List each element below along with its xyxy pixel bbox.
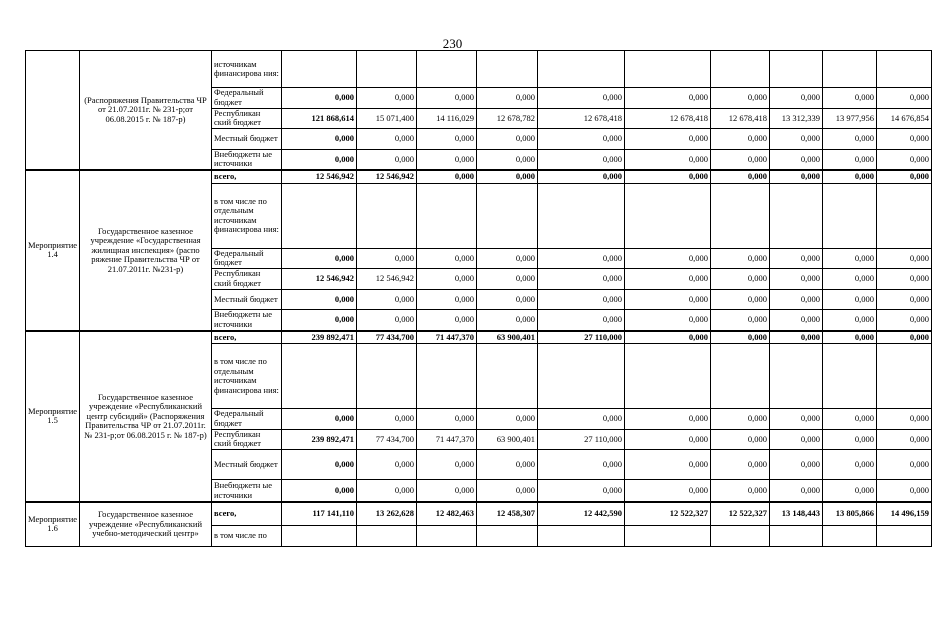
value-cell (711, 51, 770, 88)
value-cell: 0,000 (877, 269, 932, 290)
value-cell: 0,000 (625, 269, 711, 290)
value-cell (625, 526, 711, 547)
value-cell (538, 344, 625, 409)
value-cell: 0,000 (770, 88, 823, 109)
value-cell: 13 312,339 (770, 108, 823, 129)
value-cell: 0,000 (770, 310, 823, 331)
value-cell (477, 526, 538, 547)
value-cell: 0,000 (711, 429, 770, 450)
value-cell: 0,000 (477, 310, 538, 331)
value-cell (711, 183, 770, 248)
value-cell: 0,000 (823, 429, 877, 450)
value-cell (538, 526, 625, 547)
value-cell: 0,000 (417, 450, 477, 480)
value-cell: 0,000 (877, 248, 932, 269)
value-cell: 0,000 (417, 289, 477, 310)
value-cell (877, 51, 932, 88)
value-cell: 0,000 (477, 450, 538, 480)
value-cell: 0,000 (625, 129, 711, 150)
value-cell: 0,000 (357, 450, 417, 480)
value-cell: 0,000 (357, 289, 417, 310)
value-cell: 12 546,942 (282, 170, 357, 183)
source-cell: всего, (212, 170, 282, 183)
value-cell: 0,000 (625, 88, 711, 109)
value-cell: 27 110,000 (538, 429, 625, 450)
value-cell: 0,000 (625, 248, 711, 269)
value-cell (477, 51, 538, 88)
value-cell: 0,000 (477, 170, 538, 183)
source-cell: Республикан ский бюджет (212, 108, 282, 129)
source-cell: источникам финансирова ния: (212, 51, 282, 88)
value-cell (877, 526, 932, 547)
value-cell: 0,000 (711, 289, 770, 310)
value-cell: 0,000 (770, 409, 823, 430)
value-cell: 12 546,942 (357, 269, 417, 290)
value-cell: 0,000 (877, 289, 932, 310)
value-cell: 0,000 (625, 480, 711, 503)
value-cell (357, 526, 417, 547)
value-cell: 0,000 (357, 149, 417, 170)
responsible-cell: Государственное казенное учреждение «Республиканский учебно-методический центр» (80, 502, 212, 546)
source-cell: Местный бюджет (212, 129, 282, 150)
value-cell (625, 344, 711, 409)
value-cell: 0,000 (711, 269, 770, 290)
value-cell: 0,000 (282, 129, 357, 150)
source-cell: Местный бюджет (212, 289, 282, 310)
value-cell: 0,000 (711, 310, 770, 331)
responsible-cell: Государственное казенное учреждение «Республиканский центр субсидий» (Распоряжения Правительства ЧР от 21.07.2011г. № 231-р;от 06.08.2015 г. № 187-р) (80, 331, 212, 503)
value-cell (770, 183, 823, 248)
page-number: 230 (442, 36, 463, 51)
value-cell: 0,000 (625, 149, 711, 170)
value-cell: 0,000 (282, 409, 357, 430)
value-cell: 0,000 (538, 170, 625, 183)
value-cell: 0,000 (625, 310, 711, 331)
value-cell: 0,000 (357, 129, 417, 150)
source-cell: всего, (212, 331, 282, 344)
value-cell (538, 183, 625, 248)
table-row (26, 502, 932, 526)
value-cell: 0,000 (877, 429, 932, 450)
value-cell: 0,000 (417, 170, 477, 183)
value-cell (625, 51, 711, 88)
value-cell: 12 678,418 (538, 108, 625, 129)
source-cell: Республикан ский бюджет (212, 429, 282, 450)
value-cell: 0,000 (538, 88, 625, 109)
value-cell: 0,000 (711, 149, 770, 170)
value-cell: 0,000 (770, 429, 823, 450)
value-cell: 0,000 (770, 269, 823, 290)
value-cell: 0,000 (711, 248, 770, 269)
value-cell: 0,000 (770, 331, 823, 344)
value-cell: 12 522,327 (625, 502, 711, 526)
value-cell: 12 678,418 (711, 108, 770, 129)
value-cell: 0,000 (538, 149, 625, 170)
value-cell: 0,000 (357, 480, 417, 503)
value-cell: 0,000 (625, 170, 711, 183)
value-cell (770, 51, 823, 88)
value-cell: 77 434,700 (357, 331, 417, 344)
value-cell: 12 522,327 (711, 502, 770, 526)
source-cell: Федеральный бюджет (212, 409, 282, 430)
value-cell: 77 434,700 (357, 429, 417, 450)
value-cell: 27 110,000 (538, 331, 625, 344)
value-cell: 239 892,471 (282, 429, 357, 450)
value-cell: 0,000 (538, 450, 625, 480)
value-cell: 0,000 (477, 289, 538, 310)
value-cell: 0,000 (477, 248, 538, 269)
value-cell (357, 51, 417, 88)
value-cell: 12 482,463 (417, 502, 477, 526)
value-cell (417, 183, 477, 248)
value-cell: 0,000 (417, 149, 477, 170)
value-cell: 0,000 (417, 248, 477, 269)
value-cell: 12 458,307 (477, 502, 538, 526)
value-cell: 0,000 (711, 88, 770, 109)
source-cell: в том числе по отдельным источникам финансирова ния: (212, 183, 282, 248)
value-cell: 0,000 (823, 269, 877, 290)
value-cell: 14 496,159 (877, 502, 932, 526)
value-cell: 0,000 (538, 409, 625, 430)
value-cell: 0,000 (770, 248, 823, 269)
value-cell: 0,000 (417, 269, 477, 290)
value-cell (417, 344, 477, 409)
value-cell: 0,000 (770, 480, 823, 503)
value-cell: 71 447,370 (417, 429, 477, 450)
value-cell: 0,000 (477, 409, 538, 430)
value-cell: 0,000 (770, 170, 823, 183)
value-cell: 0,000 (477, 149, 538, 170)
value-cell (711, 526, 770, 547)
value-cell: 0,000 (282, 480, 357, 503)
value-cell: 13 805,866 (823, 502, 877, 526)
value-cell: 0,000 (282, 450, 357, 480)
value-cell: 0,000 (877, 409, 932, 430)
value-cell (357, 183, 417, 248)
value-cell: 0,000 (625, 289, 711, 310)
value-cell: 12 678,782 (477, 108, 538, 129)
value-cell (282, 183, 357, 248)
value-cell (282, 344, 357, 409)
value-cell: 0,000 (823, 149, 877, 170)
value-cell: 0,000 (625, 331, 711, 344)
value-cell (417, 51, 477, 88)
value-cell (823, 51, 877, 88)
value-cell: 0,000 (877, 170, 932, 183)
source-cell: в том числе по отдельным источникам финансирова ния: (212, 344, 282, 409)
value-cell: 0,000 (538, 310, 625, 331)
value-cell (625, 183, 711, 248)
value-cell: 13 262,628 (357, 502, 417, 526)
value-cell: 0,000 (823, 129, 877, 150)
value-cell: 0,000 (770, 129, 823, 150)
value-cell: 0,000 (538, 480, 625, 503)
value-cell: 0,000 (477, 88, 538, 109)
value-cell (770, 526, 823, 547)
value-cell: 0,000 (625, 429, 711, 450)
source-cell: Федеральный бюджет (212, 248, 282, 269)
value-cell: 117 141,110 (282, 502, 357, 526)
value-cell: 12 678,418 (625, 108, 711, 129)
value-cell: 0,000 (357, 88, 417, 109)
event-cell (26, 51, 80, 171)
source-cell: Внебюджетн ые источники (212, 480, 282, 503)
value-cell: 121 868,614 (282, 108, 357, 129)
value-cell: 63 900,401 (477, 331, 538, 344)
value-cell (282, 51, 357, 88)
table-row (26, 51, 932, 88)
value-cell: 0,000 (823, 331, 877, 344)
value-cell (538, 51, 625, 88)
value-cell: 0,000 (538, 269, 625, 290)
value-cell: 12 546,942 (357, 170, 417, 183)
value-cell: 239 892,471 (282, 331, 357, 344)
value-cell (711, 344, 770, 409)
value-cell (877, 344, 932, 409)
table-row (26, 170, 932, 183)
value-cell: 12 546,942 (282, 269, 357, 290)
source-cell: Местный бюджет (212, 450, 282, 480)
value-cell: 0,000 (711, 480, 770, 503)
value-cell (823, 526, 877, 547)
value-cell: 0,000 (877, 129, 932, 150)
value-cell: 0,000 (877, 480, 932, 503)
value-cell: 0,000 (417, 310, 477, 331)
source-cell: Внебюджетн ые источники (212, 149, 282, 170)
value-cell: 13 148,443 (770, 502, 823, 526)
value-cell: 0,000 (357, 310, 417, 331)
value-cell: 0,000 (625, 409, 711, 430)
value-cell: 0,000 (877, 331, 932, 344)
value-cell: 0,000 (711, 409, 770, 430)
value-cell: 63 900,401 (477, 429, 538, 450)
value-cell: 0,000 (823, 289, 877, 310)
responsible-cell: Государственное казенное учреждение «Государственная жилищная инспекция» (распо ряжение Правительства ЧР от 21.07.2011г. №231-р) (80, 170, 212, 331)
value-cell: 0,000 (282, 289, 357, 310)
value-cell: 0,000 (711, 450, 770, 480)
value-cell: 0,000 (477, 480, 538, 503)
value-cell: 0,000 (877, 310, 932, 331)
value-cell (282, 526, 357, 547)
value-cell (823, 183, 877, 248)
source-cell: Внебюджетн ые источники (212, 310, 282, 331)
value-cell: 14 116,029 (417, 108, 477, 129)
value-cell (417, 526, 477, 547)
value-cell: 13 977,956 (823, 108, 877, 129)
value-cell (357, 344, 417, 409)
table-row (26, 331, 932, 344)
value-cell (823, 344, 877, 409)
source-cell: в том числе по (212, 526, 282, 547)
value-cell: 0,000 (711, 129, 770, 150)
value-cell: 0,000 (823, 310, 877, 331)
value-cell: 0,000 (477, 269, 538, 290)
value-cell (477, 183, 538, 248)
value-cell: 0,000 (770, 450, 823, 480)
value-cell: 0,000 (877, 88, 932, 109)
value-cell: 0,000 (823, 170, 877, 183)
value-cell: 0,000 (538, 129, 625, 150)
value-cell: 0,000 (357, 248, 417, 269)
value-cell: 0,000 (823, 409, 877, 430)
value-cell: 0,000 (823, 450, 877, 480)
value-cell (770, 344, 823, 409)
value-cell: 0,000 (877, 149, 932, 170)
value-cell: 71 447,370 (417, 331, 477, 344)
value-cell: 0,000 (877, 450, 932, 480)
value-cell: 0,000 (823, 248, 877, 269)
source-cell: всего, (212, 502, 282, 526)
value-cell: 0,000 (417, 129, 477, 150)
value-cell: 0,000 (823, 88, 877, 109)
value-cell: 0,000 (417, 409, 477, 430)
value-cell: 0,000 (711, 170, 770, 183)
value-cell: 0,000 (770, 289, 823, 310)
event-cell: Мероприятие 1.5 (26, 331, 80, 503)
value-cell: 0,000 (538, 289, 625, 310)
value-cell: 15 071,400 (357, 108, 417, 129)
value-cell: 0,000 (282, 88, 357, 109)
value-cell: 0,000 (538, 248, 625, 269)
value-cell (477, 344, 538, 409)
value-cell: 12 442,590 (538, 502, 625, 526)
budget-table (25, 50, 932, 547)
value-cell: 0,000 (282, 310, 357, 331)
value-cell: 0,000 (282, 248, 357, 269)
value-cell: 0,000 (770, 149, 823, 170)
event-cell: Мероприятие 1.4 (26, 170, 80, 331)
value-cell: 0,000 (477, 129, 538, 150)
value-cell: 0,000 (417, 88, 477, 109)
value-cell: 0,000 (282, 149, 357, 170)
value-cell (877, 183, 932, 248)
value-cell: 14 676,854 (877, 108, 932, 129)
value-cell: 0,000 (711, 331, 770, 344)
value-cell: 0,000 (417, 480, 477, 503)
value-cell: 0,000 (625, 450, 711, 480)
responsible-cell: (Распоряжения Правительства ЧР от 21.07.2011г. № 231-р;от 06.08.2015 г. № 187-р) (80, 51, 212, 171)
source-cell: Федеральный бюджет (212, 88, 282, 109)
value-cell: 0,000 (823, 480, 877, 503)
source-cell: Республикан ский бюджет (212, 269, 282, 290)
event-cell: Мероприятие 1.6 (26, 502, 80, 546)
value-cell: 0,000 (357, 409, 417, 430)
